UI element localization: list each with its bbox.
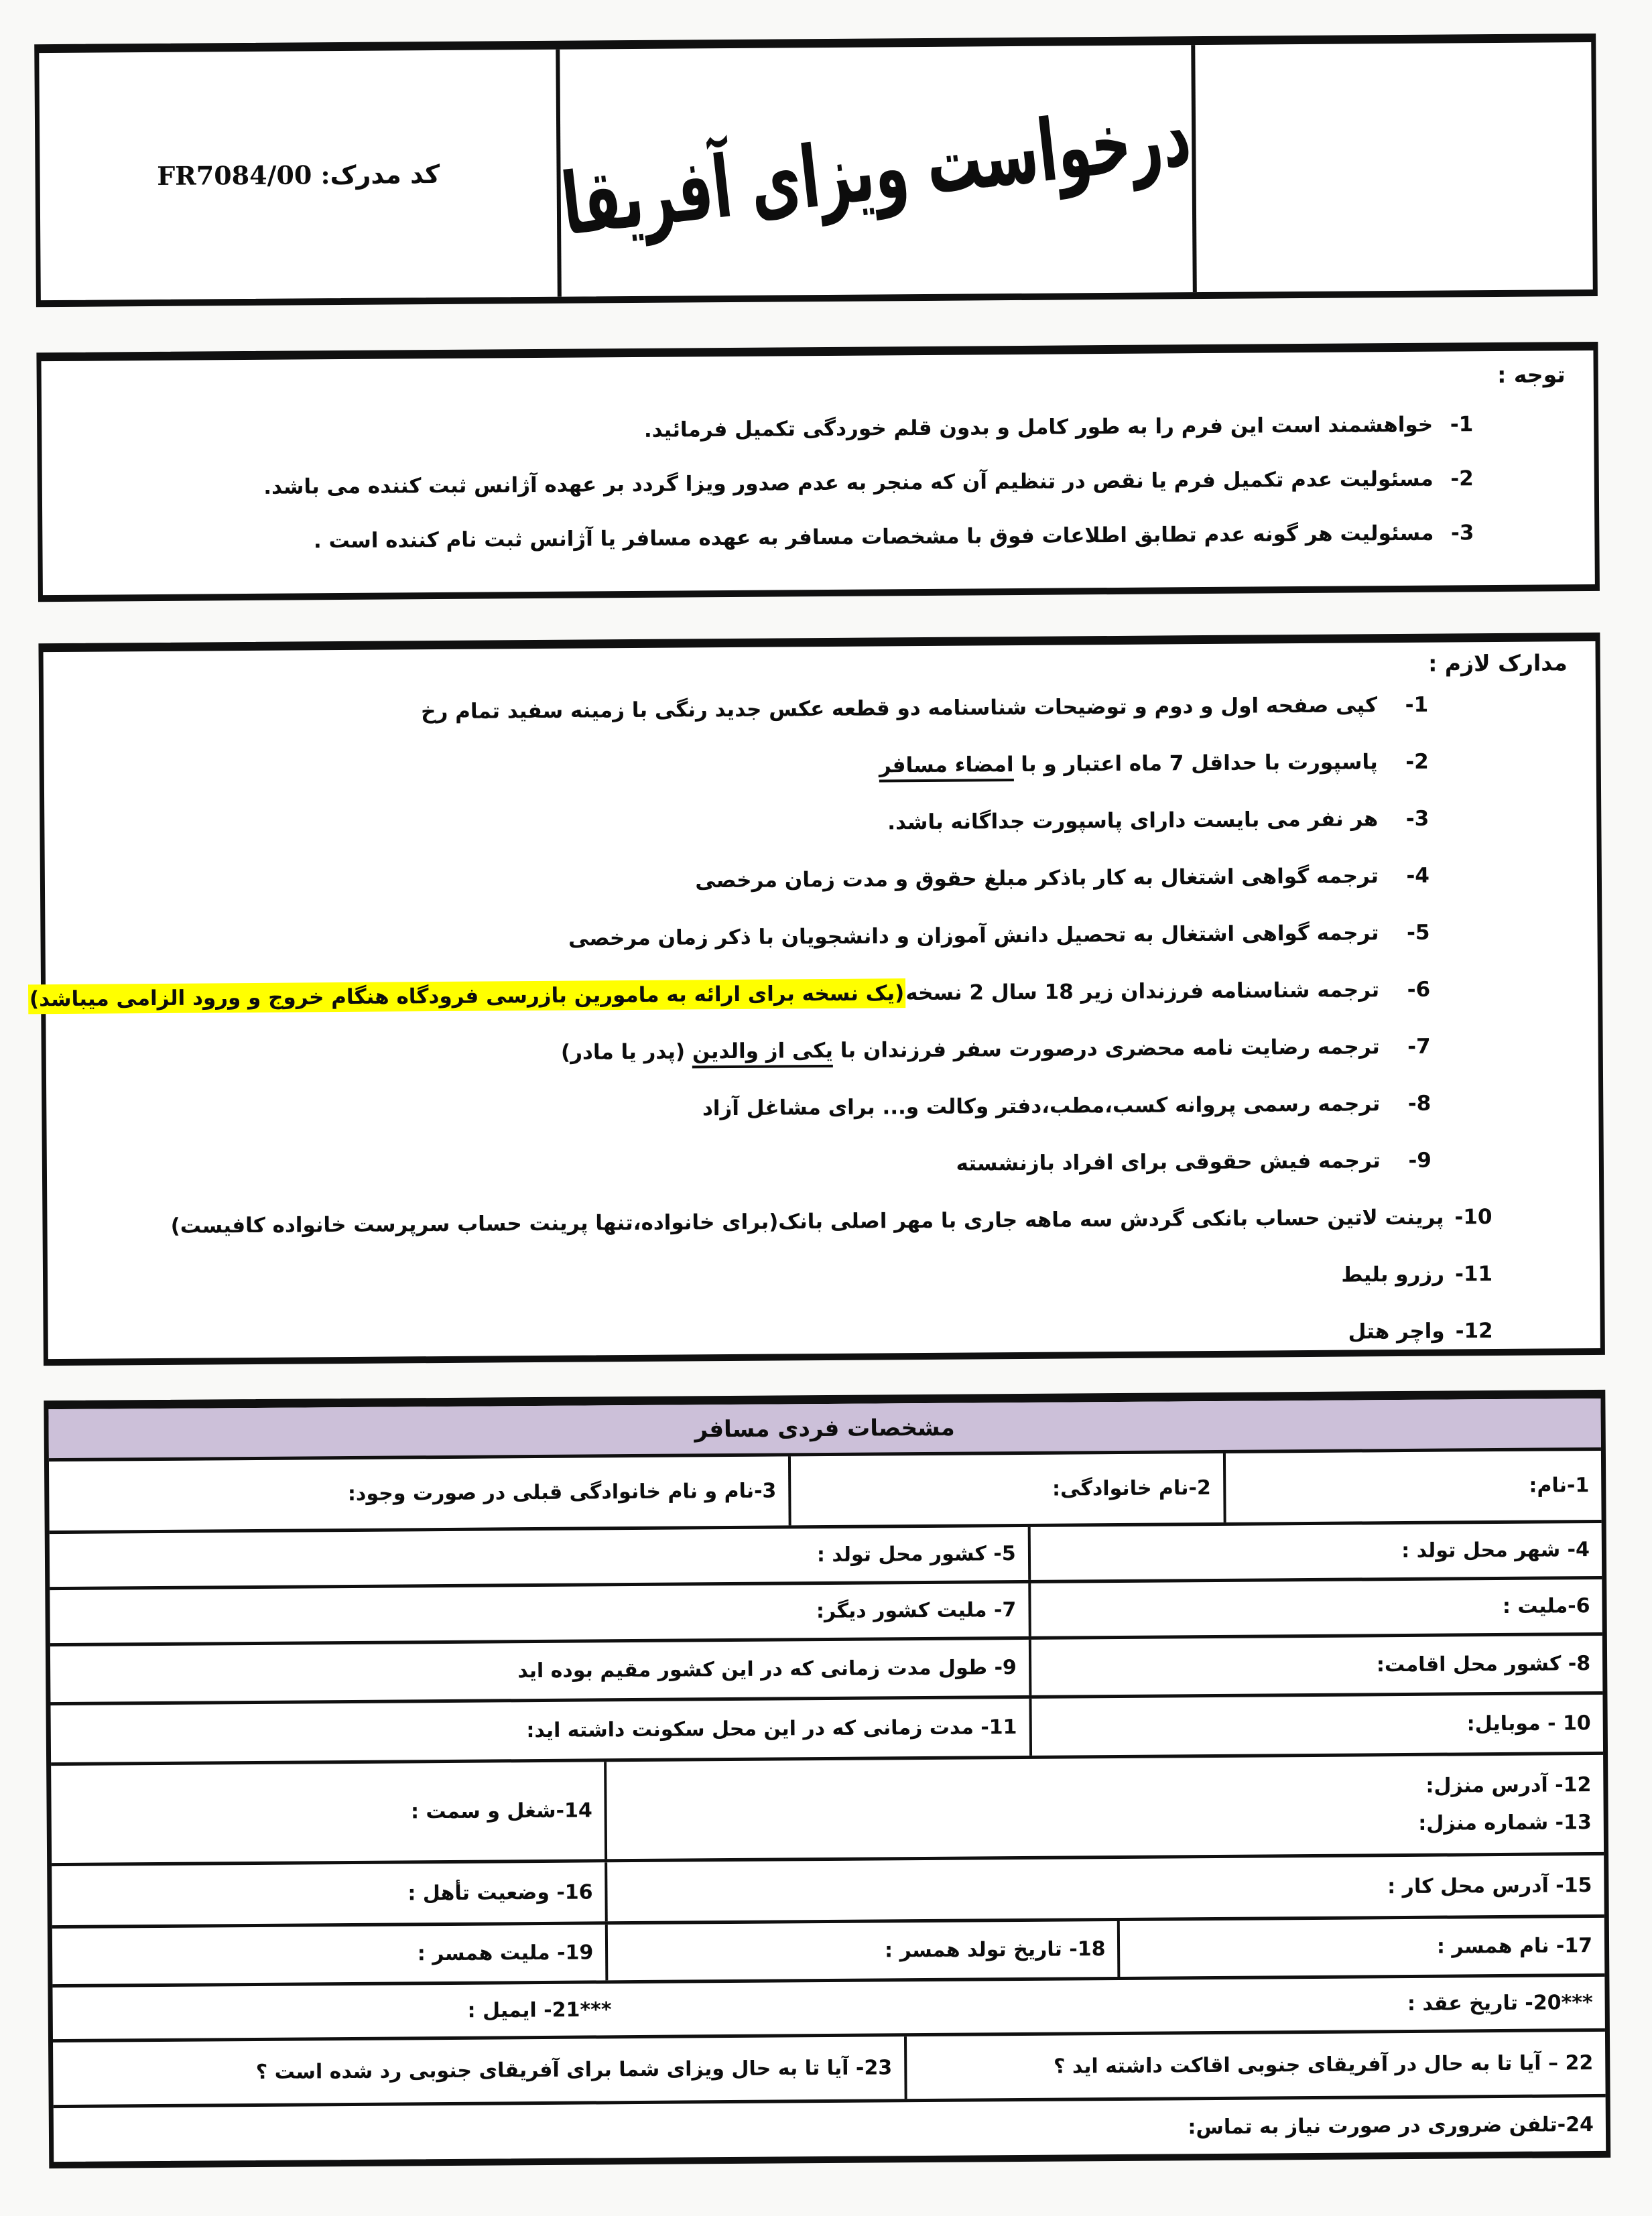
doc-item — [57, 732, 1568, 800]
title-cell — [556, 45, 1196, 297]
field-residence-country: 8- کشور محل اقامت: — [1376, 1652, 1591, 1677]
field-first-name: 1-نام: — [1529, 1474, 1590, 1498]
doc-item — [61, 1245, 1572, 1313]
field-email: ***21- ایمیل : — [467, 1998, 612, 2022]
field-marriage-date: ***20- تاریخ عقد : — [1407, 1991, 1593, 2016]
notice-title: توجه : — [1497, 361, 1566, 388]
field-spouse-nationality: 19- ملیت همسر : — [52, 1925, 609, 1984]
doc-item-text: (پدر یا مادر) — [560, 1039, 693, 1065]
doc-item — [61, 1302, 1572, 1370]
doc-item-number: 4- — [1406, 863, 1430, 888]
doc-item-number: 8- — [1407, 1091, 1432, 1116]
doc-item-number: 6- — [1407, 977, 1431, 1002]
field-home-address: 12- آدرس منزل: — [1425, 1773, 1592, 1798]
field-birth-city: 4- شهر محل تولد : — [1401, 1538, 1590, 1563]
field-spouse-name: 17- نام همسر : — [1436, 1934, 1593, 1959]
field-stayed-in-south-africa: 22 – آیا تا به حال در آفریقای جنوبی اقاکت داشته اید ؟ — [1053, 2051, 1594, 2079]
notice-item-number: 2- — [1450, 466, 1474, 491]
field-birth-country: 5- کشور محل تولد : — [50, 1527, 1031, 1587]
field-last-name: 2-نام خانوادگی: — [791, 1453, 1226, 1526]
table-row-emergency-phone — [54, 2097, 1606, 2162]
header-box — [34, 34, 1598, 307]
doc-item-text: رزرو بلیط — [1341, 1262, 1445, 1287]
doc-item-number: 7- — [1407, 1034, 1431, 1059]
field-marital-status: 16- وضعیت تأهل : — [52, 1862, 608, 1925]
field-home-address-and-number — [607, 1755, 1604, 1859]
field-residence-duration: 9- طول مدت زمانی که در این کشور مقیم بوده اید — [50, 1640, 1031, 1702]
table-row-home-address — [51, 1755, 1604, 1866]
field-previous-name: 3-نام و نام خانوادگی قبلی در صورت وجود: — [49, 1456, 791, 1530]
field-other-nationality: 7- ملیت کشور دیگر: — [50, 1583, 1031, 1643]
field-work-address: 15- آدرس محل کار : — [1387, 1873, 1592, 1898]
doc-code: کد مدرک: FR7084/00 — [157, 158, 440, 191]
table-row-south-africa-history — [53, 2032, 1606, 2108]
notice-item-text: مسئولیت عدم تکمیل فرم یا نقص در تنظیم آن که منجر به عدم صدور ویزا گردد بر عهده آژانس ثبت کننده می باشد. — [263, 466, 1434, 499]
doc-item-number: 12- — [1455, 1319, 1493, 1344]
notice-item — [56, 452, 1474, 516]
doc-item-text: ترجمه گواهی اشتغال به تحصیل دانش آموزان و دانشجویان با ذکر زمان مرخصی — [568, 921, 1379, 951]
field-marriage-date-and-email — [52, 1977, 1604, 2039]
doc-item-text: پرینت لاتین حساب بانکی گردش سه ماهه جاری با مهر اصلی بانک(برای خانواده،تنها پرینت حساب سرپرست خانواده کافیست) — [170, 1205, 1444, 1238]
doc-item-text: ترجمه رسمی پروانه کسب،مطب،دفتر وکالت و... برای مشاغل آزاد — [702, 1092, 1381, 1121]
header-empty-cell — [1195, 42, 1652, 292]
doc-item-underlined-text: یکی از والدین — [692, 1039, 833, 1068]
field-visa-rejected: 23- آیا تا به حال ویزای شما برای آفریقای جنوبی رد شده است ؟ — [53, 2036, 907, 2105]
table-row-work-address — [52, 1855, 1604, 1929]
doc-item-number: 9- — [1408, 1148, 1432, 1173]
table-row-spouse — [52, 1918, 1605, 1987]
doc-item-number: 5- — [1406, 920, 1430, 945]
notice-item-text: مسئولیت هر گونه عدم تطابق اطلاعات فوق با مشخصات مسافر به عهده مسافر یا آژانس ثبت نام کننده است . — [313, 521, 1434, 553]
table-row-mobile — [51, 1695, 1604, 1766]
doc-item-number: 3- — [1405, 806, 1429, 831]
doc-item-number: 2- — [1405, 749, 1429, 774]
field-job-title: 14-شغل و سمت : — [51, 1762, 607, 1863]
calligraphy-title: درخواست ویزای آفریقا — [557, 86, 1196, 255]
doc-item-number: 10- — [1454, 1205, 1492, 1230]
doc-item — [60, 1074, 1571, 1142]
notice-list — [55, 387, 1567, 570]
doc-item — [58, 846, 1570, 914]
field-mobile: 10 - موبایل: — [1466, 1711, 1591, 1736]
documents-title: مدارک لازم : — [1428, 649, 1568, 677]
personal-details-table — [44, 1390, 1610, 2168]
doc-item-text: کپی صفحه اول و دوم و توضیحات شناسنامه دو قطعه عکس جدید رنگی با زمینه سفید تمام رخ — [421, 693, 1378, 724]
doc-item-text: ترجمه رضایت نامه محضری درصورت سفر فرزندان با — [832, 1035, 1380, 1063]
field-emergency-phone: 24-تلفن ضروری در صورت نیاز به تماس: — [1188, 2112, 1594, 2139]
doc-item-underlined-text: امضاء مسافر — [879, 753, 1014, 782]
doc-item — [29, 960, 1570, 1028]
table-row-residence — [50, 1636, 1603, 1705]
doc-item-text: پاسپورت با حداقل 7 ماه اعتبار و با — [1013, 750, 1378, 777]
doc-item — [60, 1188, 1572, 1256]
required-documents-box — [29, 633, 1604, 1366]
table-title: مشخصات فردی مسافر — [694, 1414, 955, 1443]
doc-item-text: هر نفر می بایست دارای پاسپورت جداگانه باشد. — [887, 807, 1379, 835]
table-row-names — [49, 1451, 1602, 1534]
notice-item-text: خواهشمند است این فرم را به طور کامل و بدون قلم خوردگی تکمیل فرمائید. — [643, 412, 1434, 442]
doc-item — [58, 789, 1569, 857]
doc-item-text: ترجمه شناسنامه فرزندان زیر 18 سال 2 نسخه — [905, 978, 1380, 1006]
doc-item-text: واچر هتل — [1348, 1319, 1445, 1344]
field-nationality: 6-ملیت : — [1502, 1594, 1590, 1618]
table-row-birth-place — [50, 1523, 1602, 1590]
doc-item-number: 11- — [1454, 1262, 1493, 1287]
doc-item — [58, 903, 1570, 971]
field-address-duration: 11- مدت زمانی که در این محل سکونت داشته اید: — [51, 1699, 1032, 1762]
field-spouse-birth-date: 18- تاریخ تولد همسر : — [608, 1921, 1121, 1980]
documents-list — [29, 675, 1572, 1370]
doc-item-text: ترجمه فیش حقوقی برای افراد بازنشسته — [956, 1149, 1381, 1176]
notice-box — [36, 342, 1600, 602]
field-home-phone: 13- شماره منزل: — [1418, 1811, 1592, 1835]
table-row-nationality — [50, 1579, 1602, 1646]
doc-item — [57, 675, 1568, 743]
notice-item — [55, 397, 1474, 462]
doc-item-number: 1- — [1405, 692, 1429, 717]
notice-item-number: 1- — [1450, 412, 1474, 437]
notice-item-number: 3- — [1450, 521, 1474, 545]
doc-item-highlighted-text: (یک نسخه برای ارائه به مامورین بازرسی فرودگاه هنگام خروج و ورود الزامی میباشد) — [28, 978, 906, 1014]
doc-item-text: ترجمه گواهی اشتغال به کار باذکر مبلغ حقوق و مدت زمان مرخصی — [695, 864, 1379, 893]
doc-code-cell — [39, 50, 558, 300]
doc-item — [59, 1017, 1570, 1085]
notice-item — [56, 506, 1474, 570]
doc-item — [60, 1131, 1572, 1199]
